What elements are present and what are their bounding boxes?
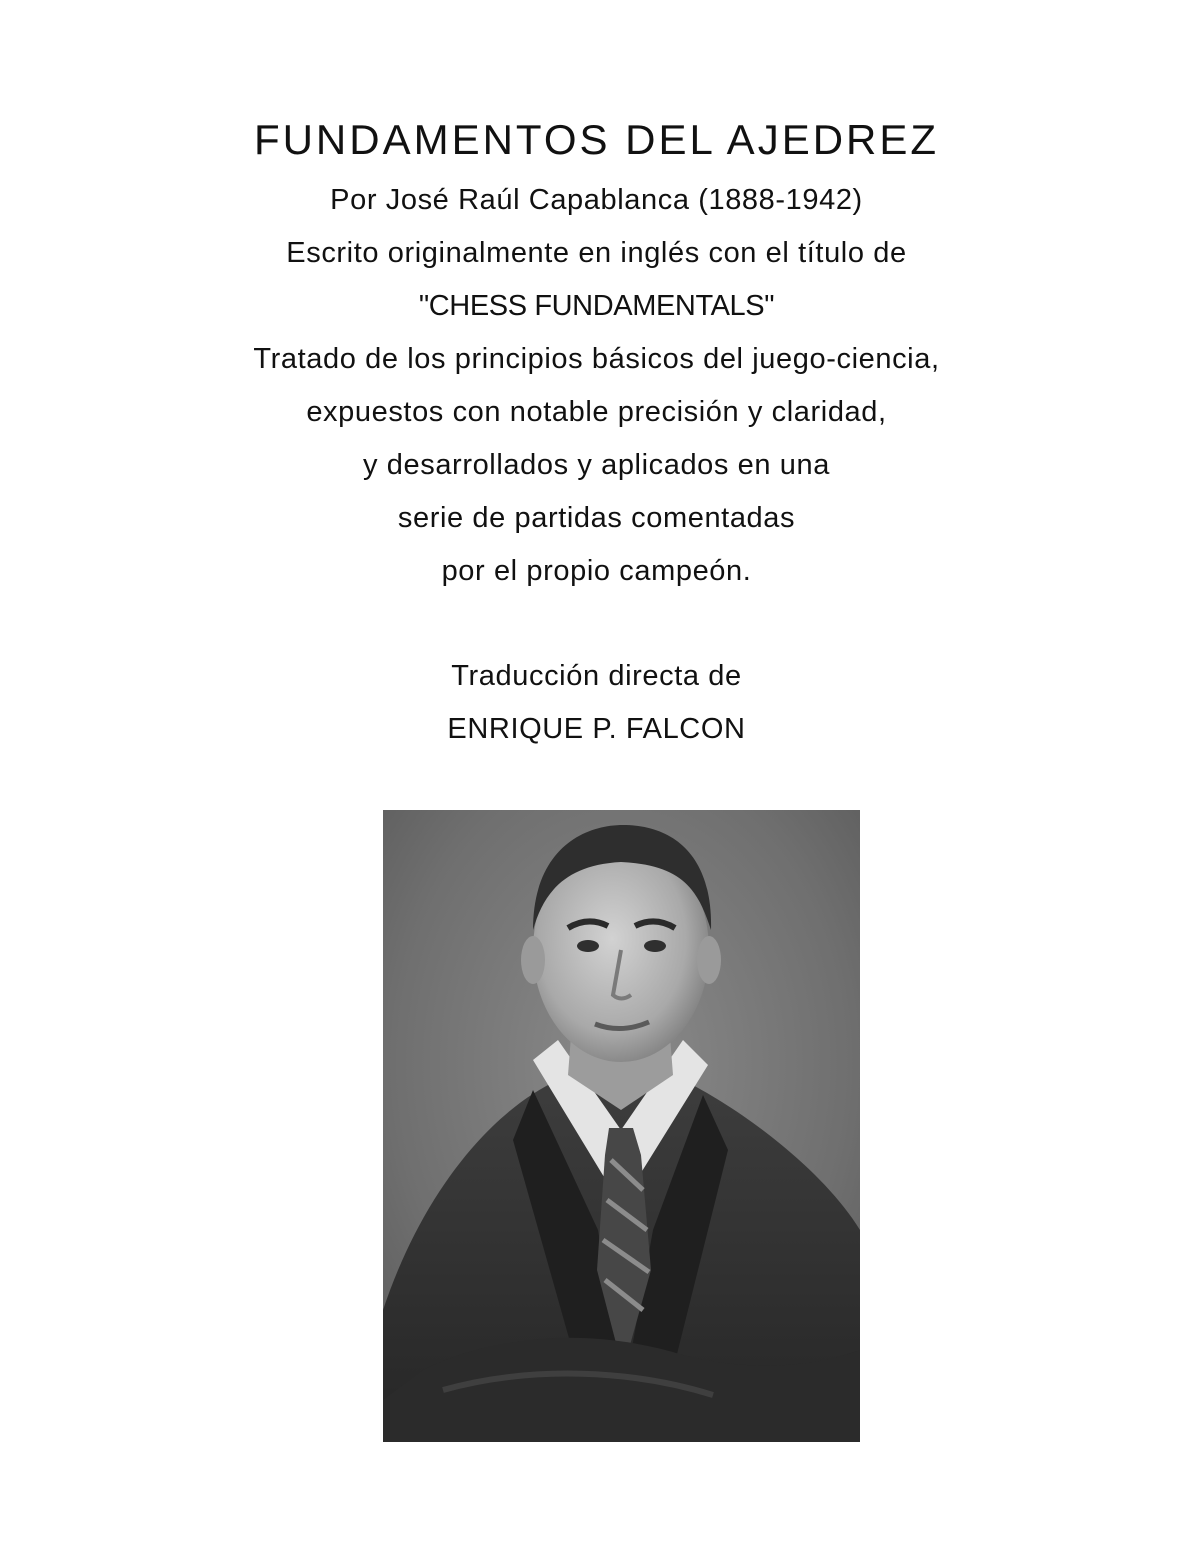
original-language-line: Escrito originalmente en inglés con el título de xyxy=(286,237,907,269)
book-title: FUNDAMENTOS DEL AJEDREZ xyxy=(253,116,940,163)
description-line-2: expuestos con notable precisión y claridad, xyxy=(306,396,887,428)
author-portrait-photo xyxy=(383,810,860,1442)
translation-line: Traducción directa de xyxy=(451,660,742,692)
title-page-text xyxy=(0,176,1193,758)
spacer xyxy=(0,600,1193,652)
translator-name: ENRIQUE P. FALCON xyxy=(447,713,746,745)
description-line-5: por el propio campeón. xyxy=(441,555,752,587)
description-line-3: y desarrollados y aplicados en una xyxy=(363,449,830,481)
author-line: Por José Raúl Capablanca (1888-1942) xyxy=(330,184,863,216)
portrait-icon xyxy=(383,810,860,1442)
description-line-4: serie de partidas comentadas xyxy=(397,502,796,534)
description-line-1: Tratado de los principios básicos del juego-ciencia, xyxy=(253,343,940,375)
original-title: "CHESS FUNDAMENTALS" xyxy=(418,290,775,322)
